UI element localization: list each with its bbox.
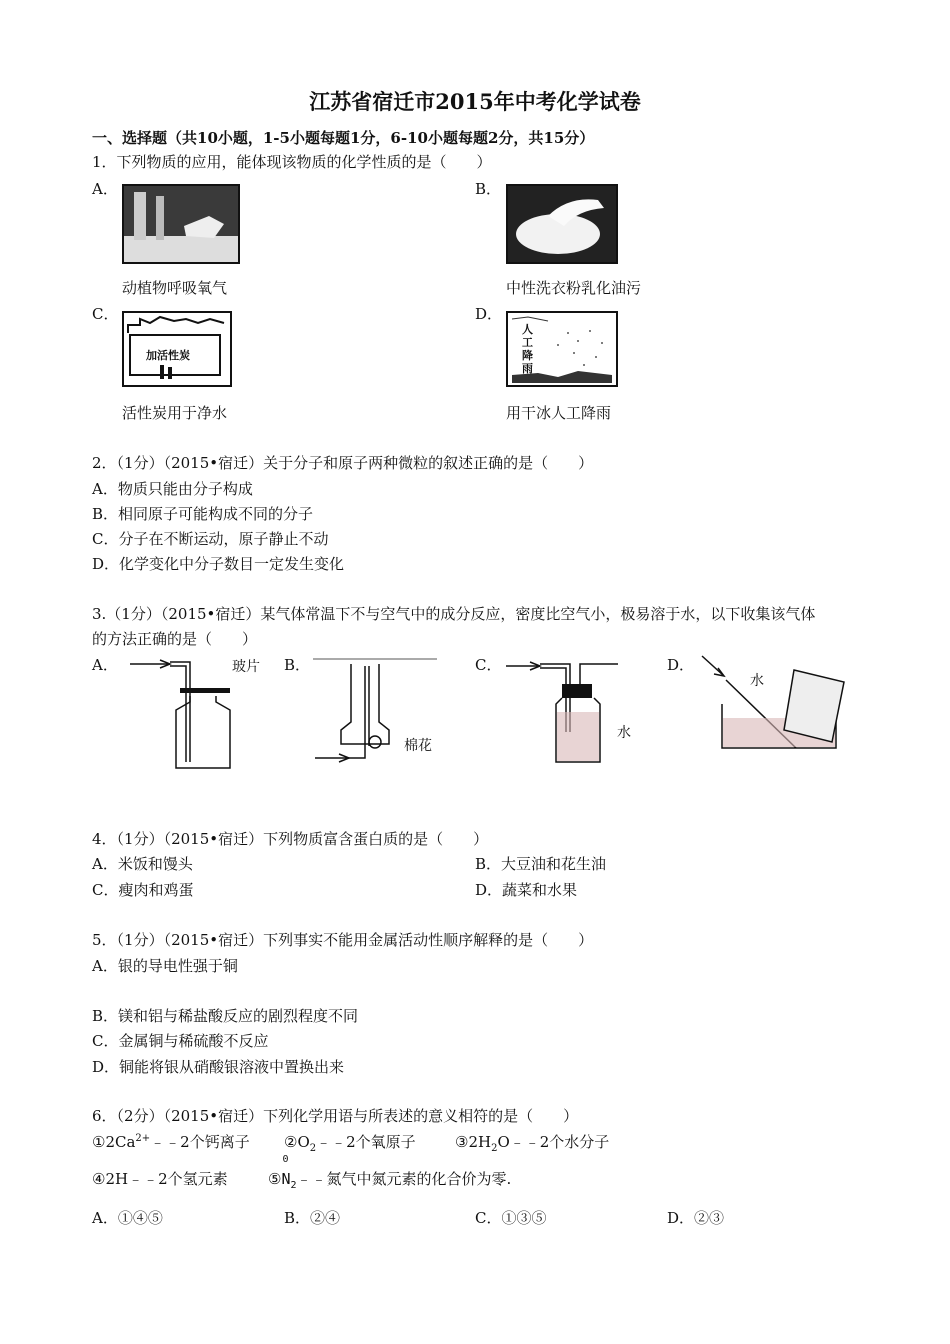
q3-option-c-letter[interactable]: C． xyxy=(475,656,502,674)
q1-option-a-caption: 动植物呼吸氧气 xyxy=(122,279,228,297)
q1-option-a-letter[interactable]: A． xyxy=(92,180,118,198)
q5-option-d[interactable]: D．铜能将银从硝酸银溶液中置换出来 xyxy=(92,1058,345,1076)
q1-option-c-caption: 活性炭用于净水 xyxy=(122,404,228,422)
q5-option-a[interactable]: A．银的导电性强于铜 xyxy=(92,957,238,975)
rain-char-2: 工 xyxy=(522,336,533,349)
water-label-c: 水 xyxy=(617,725,631,741)
q4-option-a[interactable]: A．米饭和馒头 xyxy=(92,855,193,873)
q4-option-c[interactable]: C．瘦肉和鸡蛋 xyxy=(92,881,194,899)
q3-stem-line2: 的方法正确的是（ ） xyxy=(92,630,258,648)
q2-option-c[interactable]: C．分子在不断运动，原子静止不动 xyxy=(92,530,329,548)
q3-stem-line1: 3.（1分）（2015•宿迁）某气体常温下不与空气中的成分反应，密度比空气小，极易溶于水，以下收集该气体 xyxy=(92,605,816,623)
apparatus-c xyxy=(500,652,630,776)
q4-stem: 4．（1分）（2015•宿迁）下列物质富含蛋白质的是（ ） xyxy=(92,830,489,848)
activated-carbon-image xyxy=(122,311,232,387)
rain-char-4: 雨 xyxy=(522,362,533,375)
q1-option-d-caption: 用干冰人工降雨 xyxy=(506,404,612,422)
washing-photo xyxy=(506,184,618,264)
q6-option-a[interactable]: A．①④⑤ xyxy=(92,1209,163,1227)
rain-char-1: 人 xyxy=(522,323,533,336)
cotton-label: 棉花 xyxy=(404,738,432,754)
glass-slide-label: 玻片 xyxy=(232,659,260,675)
apparatus-d xyxy=(696,652,856,776)
q1-option-b-letter[interactable]: B． xyxy=(475,180,502,198)
q1-option-b-caption: 中性洗衣粉乳化油污 xyxy=(506,279,642,297)
respiration-photo xyxy=(122,184,240,264)
q6-stem: 6．（2分）（2015•宿迁）下列化学用语与所表述的意义相符的是（ ） xyxy=(92,1107,579,1125)
q3-option-d-letter[interactable]: D． xyxy=(667,656,695,674)
q2-option-a[interactable]: A．物质只能由分子构成 xyxy=(92,480,253,498)
q6-option-b[interactable]: B．②④ xyxy=(284,1209,341,1227)
q6-item-2: $②O_2﹣﹣2$个氧原子 xyxy=(284,1133,416,1154)
q1-option-d-letter[interactable]: D． xyxy=(475,305,503,323)
q6-item-4: ④2H﹣﹣2个氢元素 xyxy=(92,1170,228,1188)
valence-mark: 0 xyxy=(282,1154,289,1165)
dry-ice-rain-image xyxy=(506,311,618,387)
q2-option-b[interactable]: B．相同原子可能构成不同的分子 xyxy=(92,505,314,523)
q3-option-a-letter[interactable]: A． xyxy=(92,656,118,674)
water-label-d: 水 xyxy=(750,673,764,689)
q3-option-b-letter[interactable]: B． xyxy=(284,656,311,674)
q6-option-d[interactable]: D．②③ xyxy=(667,1209,725,1227)
q6-option-c[interactable]: C．①③⑤ xyxy=(475,1209,547,1227)
q4-option-d[interactable]: D．蔬菜和水果 xyxy=(475,881,578,899)
q5-stem: 5．（1分）（2015•宿迁）下列事实不能用金属活动性顺序解释的是（ ） xyxy=(92,931,594,949)
q4-option-b[interactable]: B．大豆油和花生油 xyxy=(475,855,607,873)
q6-item-1: $①2Ca^{2+}﹣﹣2$个钙离子 xyxy=(92,1133,250,1151)
q2-stem: 2．（1分）（2015•宿迁）关于分子和原子两种微粒的叙述正确的是（ ） xyxy=(92,454,594,472)
section-heading: 一、选择题（共10小题，1-5小题每题1分，6-10小题每题2分，共15分） xyxy=(92,129,595,147)
q5-option-c[interactable]: C．金属铜与稀硫酸不反应 xyxy=(92,1032,269,1050)
rain-char-3: 降 xyxy=(522,349,533,362)
q1-option-c-letter[interactable]: C． xyxy=(92,305,119,323)
q2-option-d[interactable]: D．化学变化中分子数目一定发生变化 xyxy=(92,555,345,573)
q1-stem: 1．下列物质的应用，能体现该物质的化学性质的是（ ） xyxy=(92,153,492,171)
carbon-label: 加活性炭 xyxy=(146,349,190,362)
apparatus-b xyxy=(305,652,440,776)
q6-item-3: $③2H_2O﹣﹣2$个水分子 xyxy=(455,1133,610,1154)
q6-item-5: ⑤ 0 $N_2﹣﹣$氮气中氮元素的化合价为零. xyxy=(268,1154,512,1191)
q5-option-b[interactable]: B．镁和铝与稀盐酸反应的剧烈程度不同 xyxy=(92,1007,359,1025)
page-title: 江苏省宿迁市2015年中考化学试卷 xyxy=(309,89,641,114)
